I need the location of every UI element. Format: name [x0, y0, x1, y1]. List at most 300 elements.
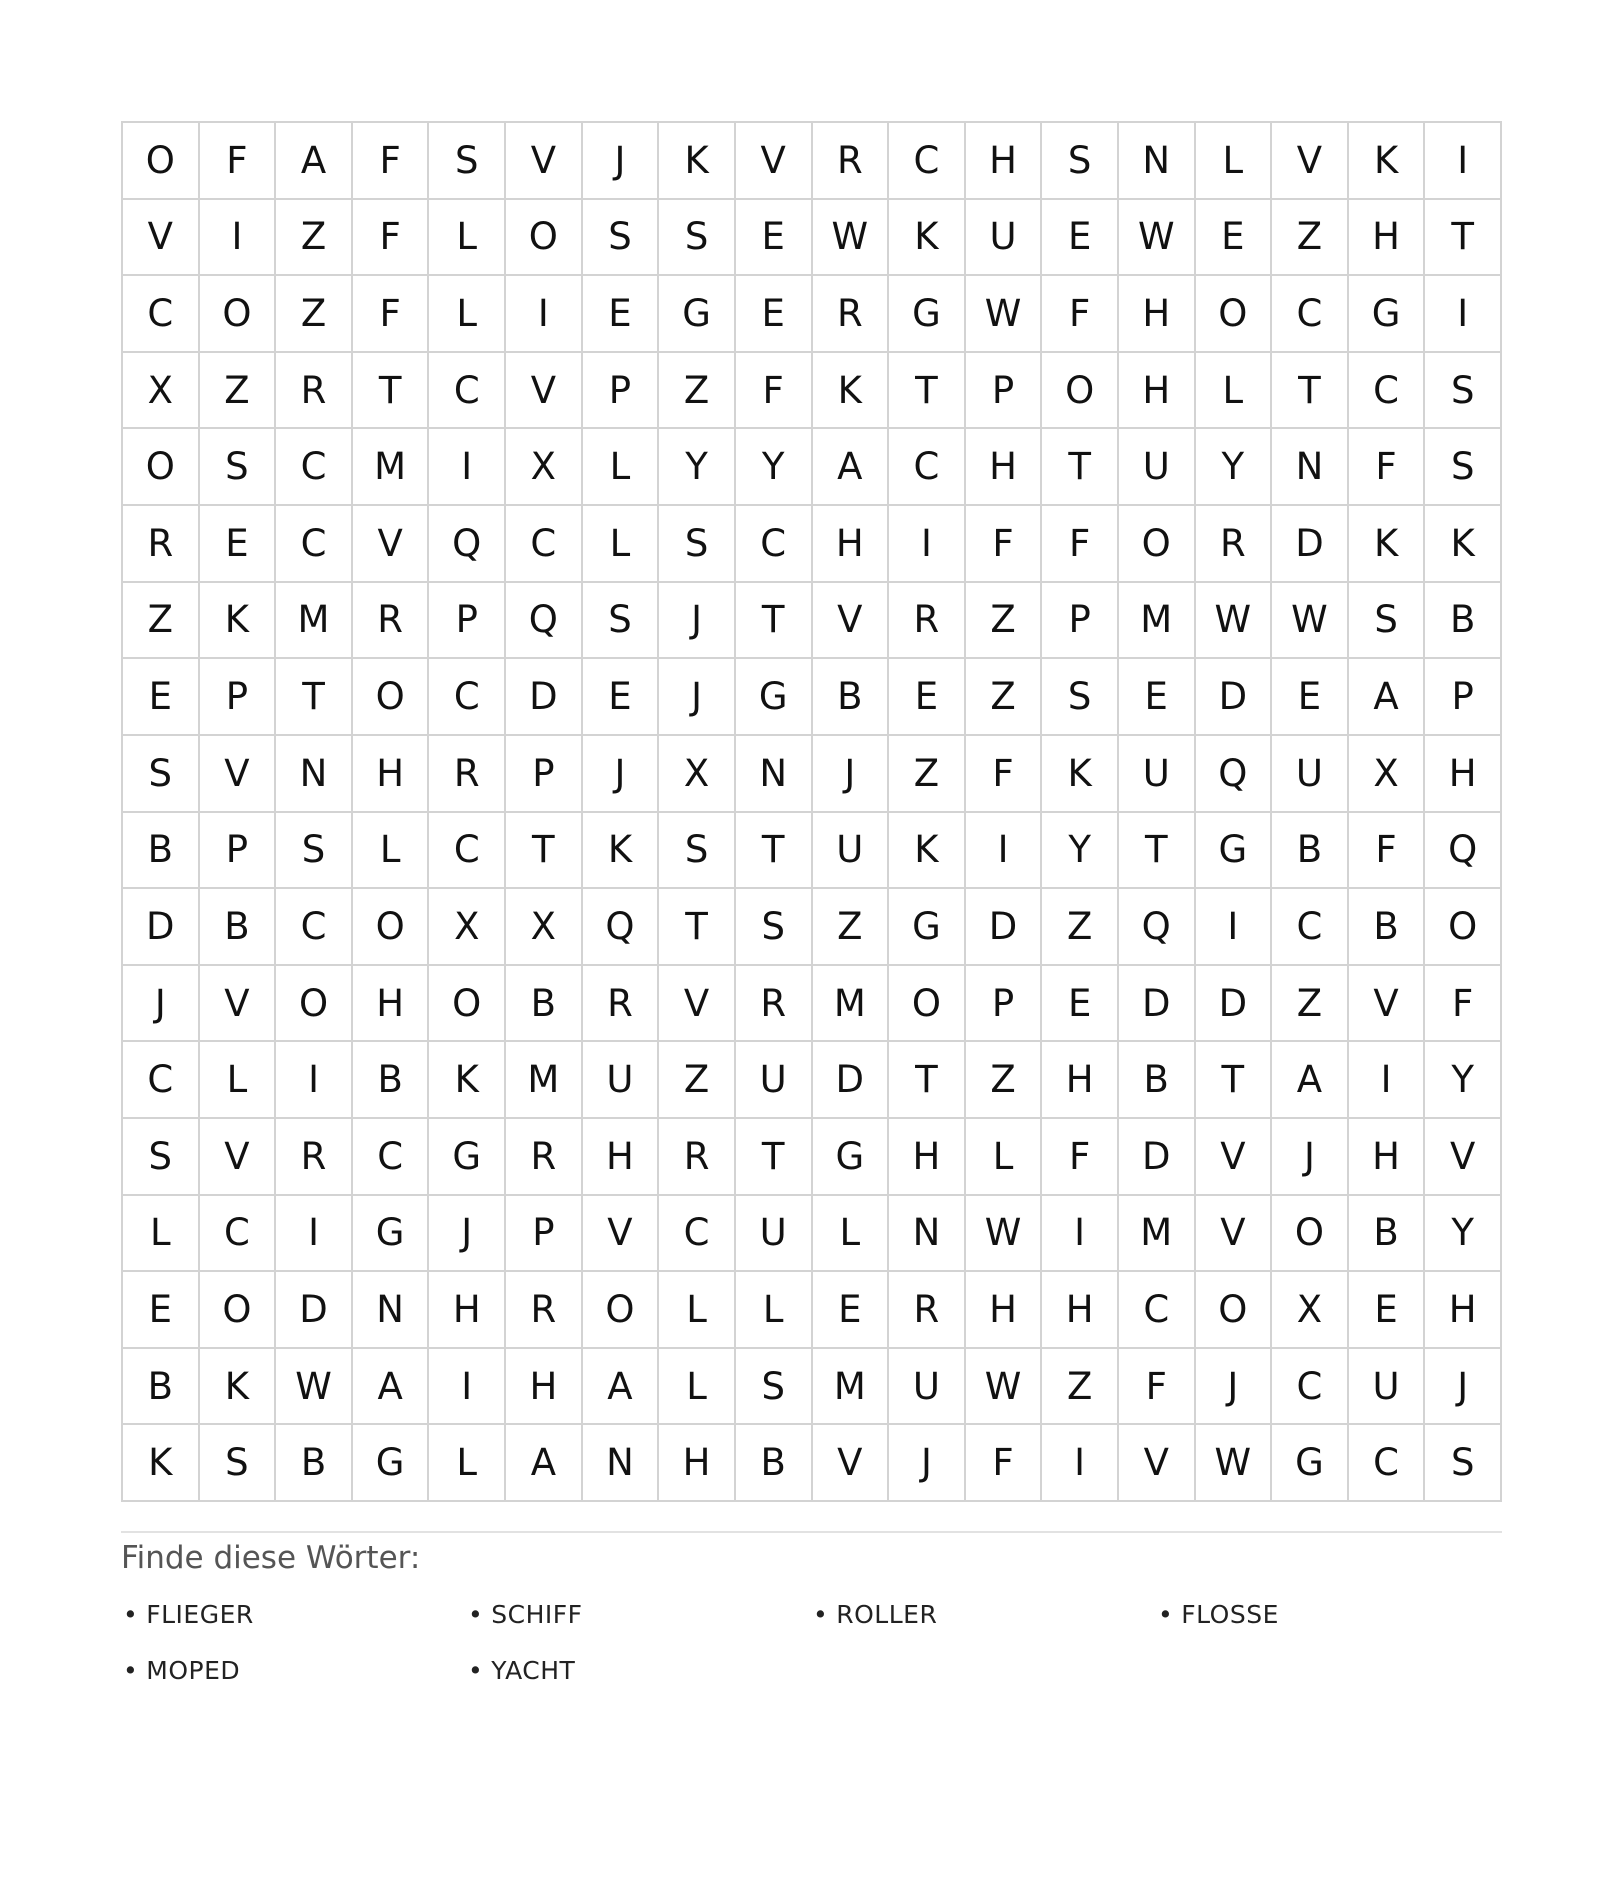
grid-cell[interactable]: H	[659, 1425, 736, 1502]
grid-cell[interactable]: W	[276, 1349, 353, 1426]
grid-cell[interactable]: R	[889, 1272, 966, 1349]
grid-cell[interactable]: T	[736, 1119, 813, 1196]
grid-cell[interactable]: Y	[1425, 1042, 1502, 1119]
grid-cell[interactable]: Z	[659, 1042, 736, 1119]
grid-cell[interactable]: L	[813, 1196, 890, 1273]
grid-cell[interactable]: J	[659, 583, 736, 660]
grid-cell[interactable]: J	[583, 736, 660, 813]
grid-cell[interactable]: C	[659, 1196, 736, 1273]
grid-cell[interactable]: S	[583, 200, 660, 277]
grid-cell[interactable]: F	[1425, 966, 1502, 1043]
grid-cell[interactable]: M	[1119, 1196, 1196, 1273]
grid-cell[interactable]: B	[1349, 1196, 1426, 1273]
grid-cell[interactable]: Z	[123, 583, 200, 660]
grid-cell[interactable]: U	[1349, 1349, 1426, 1426]
grid-cell[interactable]: V	[353, 506, 430, 583]
grid-cell[interactable]: H	[889, 1119, 966, 1196]
grid-cell[interactable]: N	[736, 736, 813, 813]
grid-cell[interactable]: C	[123, 1042, 200, 1119]
grid-cell[interactable]: V	[1425, 1119, 1502, 1196]
grid-cell[interactable]: W	[966, 1349, 1043, 1426]
grid-cell[interactable]: W	[966, 276, 1043, 353]
grid-cell[interactable]: C	[889, 429, 966, 506]
grid-cell[interactable]: R	[353, 583, 430, 660]
grid-cell[interactable]: O	[1119, 506, 1196, 583]
grid-cell[interactable]: E	[813, 1272, 890, 1349]
grid-cell[interactable]: K	[889, 200, 966, 277]
grid-cell[interactable]: Y	[1196, 429, 1273, 506]
grid-cell[interactable]: C	[1272, 276, 1349, 353]
grid-cell[interactable]: F	[353, 200, 430, 277]
grid-cell[interactable]: O	[276, 966, 353, 1043]
grid-cell[interactable]: R	[276, 353, 353, 430]
grid-cell[interactable]: O	[200, 276, 277, 353]
grid-cell[interactable]: L	[736, 1272, 813, 1349]
grid-cell[interactable]: E	[200, 506, 277, 583]
grid-cell[interactable]: B	[276, 1425, 353, 1502]
grid-cell[interactable]: R	[889, 583, 966, 660]
grid-cell[interactable]: T	[1272, 353, 1349, 430]
grid-cell[interactable]: L	[659, 1349, 736, 1426]
grid-cell[interactable]: Q	[506, 583, 583, 660]
grid-cell[interactable]: X	[506, 429, 583, 506]
grid-cell[interactable]: C	[1349, 353, 1426, 430]
grid-cell[interactable]: K	[813, 353, 890, 430]
grid-cell[interactable]: T	[506, 813, 583, 890]
grid-cell[interactable]: F	[353, 276, 430, 353]
grid-cell[interactable]: G	[1272, 1425, 1349, 1502]
grid-cell[interactable]: V	[1196, 1119, 1273, 1196]
grid-cell[interactable]: K	[1349, 123, 1426, 200]
grid-cell[interactable]: W	[1119, 200, 1196, 277]
grid-cell[interactable]: X	[1272, 1272, 1349, 1349]
grid-cell[interactable]: S	[200, 1425, 277, 1502]
grid-cell[interactable]: U	[966, 200, 1043, 277]
grid-cell[interactable]: J	[429, 1196, 506, 1273]
grid-cell[interactable]: J	[1272, 1119, 1349, 1196]
grid-cell[interactable]: G	[889, 889, 966, 966]
grid-cell[interactable]: V	[813, 583, 890, 660]
grid-cell[interactable]: M	[813, 966, 890, 1043]
grid-cell[interactable]: U	[736, 1042, 813, 1119]
grid-cell[interactable]: I	[1349, 1042, 1426, 1119]
grid-cell[interactable]: K	[1349, 506, 1426, 583]
grid-cell[interactable]: C	[1272, 889, 1349, 966]
grid-cell[interactable]: Z	[966, 659, 1043, 736]
grid-cell[interactable]: T	[276, 659, 353, 736]
grid-cell[interactable]: Z	[966, 583, 1043, 660]
grid-cell[interactable]: T	[736, 813, 813, 890]
grid-cell[interactable]: I	[429, 429, 506, 506]
grid-cell[interactable]: U	[583, 1042, 660, 1119]
grid-cell[interactable]: F	[1042, 1119, 1119, 1196]
grid-cell[interactable]: Z	[276, 276, 353, 353]
grid-cell[interactable]: D	[1196, 966, 1273, 1043]
grid-cell[interactable]: S	[1425, 353, 1502, 430]
grid-cell[interactable]: K	[659, 123, 736, 200]
grid-cell[interactable]: I	[506, 276, 583, 353]
grid-cell[interactable]: P	[429, 583, 506, 660]
grid-cell[interactable]: L	[1196, 353, 1273, 430]
grid-cell[interactable]: I	[276, 1196, 353, 1273]
grid-cell[interactable]: V	[1272, 123, 1349, 200]
grid-cell[interactable]: D	[1196, 659, 1273, 736]
grid-cell[interactable]: E	[1042, 966, 1119, 1043]
grid-cell[interactable]: S	[1425, 429, 1502, 506]
grid-cell[interactable]: Z	[966, 1042, 1043, 1119]
grid-cell[interactable]: C	[276, 429, 353, 506]
grid-cell[interactable]: J	[1425, 1349, 1502, 1426]
grid-cell[interactable]: Y	[1042, 813, 1119, 890]
grid-cell[interactable]: O	[1196, 276, 1273, 353]
grid-cell[interactable]: H	[583, 1119, 660, 1196]
grid-cell[interactable]: V	[200, 966, 277, 1043]
grid-cell[interactable]: M	[276, 583, 353, 660]
grid-cell[interactable]: P	[1042, 583, 1119, 660]
grid-cell[interactable]: C	[429, 353, 506, 430]
grid-cell[interactable]: O	[200, 1272, 277, 1349]
grid-cell[interactable]: U	[889, 1349, 966, 1426]
grid-cell[interactable]: I	[429, 1349, 506, 1426]
grid-cell[interactable]: E	[736, 276, 813, 353]
grid-cell[interactable]: L	[429, 200, 506, 277]
grid-cell[interactable]: O	[353, 889, 430, 966]
grid-cell[interactable]: K	[1425, 506, 1502, 583]
grid-cell[interactable]: P	[1425, 659, 1502, 736]
grid-cell[interactable]: W	[966, 1196, 1043, 1273]
grid-cell[interactable]: S	[659, 813, 736, 890]
grid-cell[interactable]: K	[429, 1042, 506, 1119]
grid-cell[interactable]: Z	[659, 353, 736, 430]
grid-cell[interactable]: Z	[889, 736, 966, 813]
grid-cell[interactable]: Q	[429, 506, 506, 583]
grid-cell[interactable]: H	[1042, 1272, 1119, 1349]
grid-cell[interactable]: A	[276, 123, 353, 200]
grid-cell[interactable]: T	[1119, 813, 1196, 890]
grid-cell[interactable]: R	[813, 276, 890, 353]
grid-cell[interactable]: I	[1042, 1196, 1119, 1273]
grid-cell[interactable]: R	[276, 1119, 353, 1196]
grid-cell[interactable]: E	[1349, 1272, 1426, 1349]
grid-cell[interactable]: E	[123, 659, 200, 736]
grid-cell[interactable]: C	[123, 276, 200, 353]
grid-cell[interactable]: T	[1042, 429, 1119, 506]
grid-cell[interactable]: E	[1042, 200, 1119, 277]
grid-cell[interactable]: N	[1119, 123, 1196, 200]
grid-cell[interactable]: L	[123, 1196, 200, 1273]
grid-cell[interactable]: E	[736, 200, 813, 277]
grid-cell[interactable]: B	[1425, 583, 1502, 660]
grid-cell[interactable]: J	[583, 123, 660, 200]
grid-cell[interactable]: C	[1119, 1272, 1196, 1349]
grid-cell[interactable]: G	[736, 659, 813, 736]
grid-cell[interactable]: I	[889, 506, 966, 583]
grid-cell[interactable]: E	[1272, 659, 1349, 736]
grid-cell[interactable]: V	[506, 353, 583, 430]
grid-cell[interactable]: C	[506, 506, 583, 583]
grid-cell[interactable]: V	[1196, 1196, 1273, 1273]
grid-cell[interactable]: J	[659, 659, 736, 736]
grid-cell[interactable]: S	[429, 123, 506, 200]
grid-cell[interactable]: Z	[1042, 889, 1119, 966]
grid-cell[interactable]: B	[123, 1349, 200, 1426]
grid-cell[interactable]: Z	[200, 353, 277, 430]
grid-cell[interactable]: F	[1042, 506, 1119, 583]
grid-cell[interactable]: L	[429, 276, 506, 353]
grid-cell[interactable]: E	[1196, 200, 1273, 277]
grid-cell[interactable]: S	[659, 506, 736, 583]
grid-cell[interactable]: X	[429, 889, 506, 966]
grid-cell[interactable]: H	[966, 429, 1043, 506]
grid-cell[interactable]: W	[1196, 583, 1273, 660]
grid-cell[interactable]: D	[813, 1042, 890, 1119]
grid-cell[interactable]: F	[1349, 813, 1426, 890]
grid-cell[interactable]: H	[1042, 1042, 1119, 1119]
grid-cell[interactable]: D	[276, 1272, 353, 1349]
grid-cell[interactable]: K	[123, 1425, 200, 1502]
grid-cell[interactable]: S	[123, 736, 200, 813]
grid-cell[interactable]: V	[506, 123, 583, 200]
grid-cell[interactable]: P	[966, 966, 1043, 1043]
grid-cell[interactable]: B	[123, 813, 200, 890]
grid-cell[interactable]: U	[1119, 429, 1196, 506]
grid-cell[interactable]: T	[736, 583, 813, 660]
grid-cell[interactable]: T	[889, 353, 966, 430]
grid-cell[interactable]: L	[429, 1425, 506, 1502]
grid-cell[interactable]: C	[1272, 1349, 1349, 1426]
grid-cell[interactable]: P	[200, 659, 277, 736]
grid-cell[interactable]: O	[123, 123, 200, 200]
grid-cell[interactable]: R	[813, 123, 890, 200]
grid-cell[interactable]: J	[1196, 1349, 1273, 1426]
grid-cell[interactable]: U	[813, 813, 890, 890]
grid-cell[interactable]: T	[353, 353, 430, 430]
grid-cell[interactable]: I	[1425, 276, 1502, 353]
grid-cell[interactable]: T	[659, 889, 736, 966]
grid-cell[interactable]: Z	[1272, 200, 1349, 277]
grid-cell[interactable]: H	[1349, 1119, 1426, 1196]
grid-cell[interactable]: B	[1119, 1042, 1196, 1119]
grid-cell[interactable]: O	[889, 966, 966, 1043]
grid-cell[interactable]: O	[1196, 1272, 1273, 1349]
grid-cell[interactable]: P	[506, 1196, 583, 1273]
grid-cell[interactable]: H	[1349, 200, 1426, 277]
grid-cell[interactable]: L	[583, 429, 660, 506]
grid-cell[interactable]: N	[583, 1425, 660, 1502]
grid-cell[interactable]: Q	[583, 889, 660, 966]
grid-cell[interactable]: M	[1119, 583, 1196, 660]
grid-cell[interactable]: H	[1425, 736, 1502, 813]
grid-cell[interactable]: R	[506, 1119, 583, 1196]
grid-cell[interactable]: M	[813, 1349, 890, 1426]
grid-cell[interactable]: O	[1425, 889, 1502, 966]
grid-cell[interactable]: E	[123, 1272, 200, 1349]
grid-cell[interactable]: Z	[1272, 966, 1349, 1043]
grid-cell[interactable]: D	[1119, 966, 1196, 1043]
grid-cell[interactable]: Y	[1425, 1196, 1502, 1273]
grid-cell[interactable]: G	[429, 1119, 506, 1196]
grid-cell[interactable]: X	[506, 889, 583, 966]
grid-cell[interactable]: G	[813, 1119, 890, 1196]
grid-cell[interactable]: I	[276, 1042, 353, 1119]
grid-cell[interactable]: T	[889, 1042, 966, 1119]
grid-cell[interactable]: A	[583, 1349, 660, 1426]
grid-cell[interactable]: E	[889, 659, 966, 736]
grid-cell[interactable]: F	[353, 123, 430, 200]
grid-cell[interactable]: C	[276, 506, 353, 583]
grid-cell[interactable]: O	[1042, 353, 1119, 430]
grid-cell[interactable]: H	[353, 736, 430, 813]
grid-cell[interactable]: T	[1425, 200, 1502, 277]
grid-cell[interactable]: M	[506, 1042, 583, 1119]
grid-cell[interactable]: H	[1119, 353, 1196, 430]
grid-cell[interactable]: Q	[1119, 889, 1196, 966]
grid-cell[interactable]: L	[353, 813, 430, 890]
grid-cell[interactable]: Q	[1196, 736, 1273, 813]
grid-cell[interactable]: G	[1196, 813, 1273, 890]
grid-cell[interactable]: V	[813, 1425, 890, 1502]
grid-cell[interactable]: G	[353, 1196, 430, 1273]
grid-cell[interactable]: C	[429, 659, 506, 736]
grid-cell[interactable]: S	[1349, 583, 1426, 660]
grid-cell[interactable]: V	[200, 1119, 277, 1196]
grid-cell[interactable]: V	[736, 123, 813, 200]
grid-cell[interactable]: F	[1119, 1349, 1196, 1426]
grid-cell[interactable]: S	[200, 429, 277, 506]
grid-cell[interactable]: N	[889, 1196, 966, 1273]
grid-cell[interactable]: E	[583, 659, 660, 736]
grid-cell[interactable]: O	[123, 429, 200, 506]
grid-cell[interactable]: W	[1196, 1425, 1273, 1502]
grid-cell[interactable]: F	[966, 506, 1043, 583]
grid-cell[interactable]: H	[429, 1272, 506, 1349]
grid-cell[interactable]: F	[200, 123, 277, 200]
grid-cell[interactable]: C	[736, 506, 813, 583]
grid-cell[interactable]: M	[353, 429, 430, 506]
grid-cell[interactable]: K	[583, 813, 660, 890]
grid-cell[interactable]: B	[506, 966, 583, 1043]
grid-cell[interactable]: L	[966, 1119, 1043, 1196]
grid-cell[interactable]: X	[123, 353, 200, 430]
grid-cell[interactable]: K	[1042, 736, 1119, 813]
grid-cell[interactable]: A	[813, 429, 890, 506]
grid-cell[interactable]: V	[659, 966, 736, 1043]
grid-cell[interactable]: Y	[659, 429, 736, 506]
grid-cell[interactable]: I	[1196, 889, 1273, 966]
grid-cell[interactable]: S	[659, 200, 736, 277]
grid-cell[interactable]: B	[736, 1425, 813, 1502]
grid-cell[interactable]: O	[506, 200, 583, 277]
grid-cell[interactable]: Y	[736, 429, 813, 506]
grid-cell[interactable]: N	[276, 736, 353, 813]
grid-cell[interactable]: V	[200, 736, 277, 813]
grid-cell[interactable]: L	[1196, 123, 1273, 200]
grid-cell[interactable]: L	[200, 1042, 277, 1119]
grid-cell[interactable]: I	[966, 813, 1043, 890]
grid-cell[interactable]: R	[659, 1119, 736, 1196]
grid-cell[interactable]: D	[966, 889, 1043, 966]
grid-cell[interactable]: R	[123, 506, 200, 583]
grid-cell[interactable]: I	[1042, 1425, 1119, 1502]
grid-cell[interactable]: L	[583, 506, 660, 583]
grid-cell[interactable]: P	[200, 813, 277, 890]
grid-cell[interactable]: J	[889, 1425, 966, 1502]
grid-cell[interactable]: R	[583, 966, 660, 1043]
grid-cell[interactable]: C	[353, 1119, 430, 1196]
grid-cell[interactable]: H	[966, 123, 1043, 200]
grid-cell[interactable]: C	[889, 123, 966, 200]
grid-cell[interactable]: D	[506, 659, 583, 736]
grid-cell[interactable]: D	[1272, 506, 1349, 583]
grid-cell[interactable]: K	[200, 583, 277, 660]
grid-cell[interactable]: I	[1425, 123, 1502, 200]
grid-cell[interactable]: I	[200, 200, 277, 277]
grid-cell[interactable]: S	[736, 889, 813, 966]
grid-cell[interactable]: O	[1272, 1196, 1349, 1273]
grid-cell[interactable]: F	[736, 353, 813, 430]
grid-cell[interactable]: C	[276, 889, 353, 966]
grid-cell[interactable]: H	[1425, 1272, 1502, 1349]
grid-cell[interactable]: S	[1042, 123, 1119, 200]
grid-cell[interactable]: R	[736, 966, 813, 1043]
grid-cell[interactable]: V	[1119, 1425, 1196, 1502]
grid-cell[interactable]: S	[1425, 1425, 1502, 1502]
grid-cell[interactable]: V	[583, 1196, 660, 1273]
grid-cell[interactable]: H	[506, 1349, 583, 1426]
grid-cell[interactable]: R	[506, 1272, 583, 1349]
grid-cell[interactable]: N	[353, 1272, 430, 1349]
grid-cell[interactable]: G	[889, 276, 966, 353]
grid-cell[interactable]: F	[966, 736, 1043, 813]
grid-cell[interactable]: B	[813, 659, 890, 736]
grid-cell[interactable]: U	[736, 1196, 813, 1273]
grid-cell[interactable]: D	[1119, 1119, 1196, 1196]
grid-cell[interactable]: U	[1119, 736, 1196, 813]
grid-cell[interactable]: X	[1349, 736, 1426, 813]
grid-cell[interactable]: X	[659, 736, 736, 813]
grid-cell[interactable]: E	[583, 276, 660, 353]
grid-cell[interactable]: H	[1119, 276, 1196, 353]
grid-cell[interactable]: F	[1349, 429, 1426, 506]
grid-cell[interactable]: D	[123, 889, 200, 966]
grid-cell[interactable]: H	[813, 506, 890, 583]
grid-cell[interactable]: P	[583, 353, 660, 430]
grid-cell[interactable]: G	[1349, 276, 1426, 353]
grid-cell[interactable]: R	[1196, 506, 1273, 583]
grid-cell[interactable]: S	[583, 583, 660, 660]
grid-cell[interactable]: S	[1042, 659, 1119, 736]
grid-cell[interactable]: E	[1119, 659, 1196, 736]
grid-cell[interactable]: K	[200, 1349, 277, 1426]
grid-cell[interactable]: H	[353, 966, 430, 1043]
grid-cell[interactable]: B	[353, 1042, 430, 1119]
grid-cell[interactable]: W	[813, 200, 890, 277]
grid-cell[interactable]: Z	[813, 889, 890, 966]
grid-cell[interactable]: V	[1349, 966, 1426, 1043]
grid-cell[interactable]: P	[966, 353, 1043, 430]
grid-cell[interactable]: B	[1272, 813, 1349, 890]
grid-cell[interactable]: Q	[1425, 813, 1502, 890]
grid-cell[interactable]: K	[889, 813, 966, 890]
grid-cell[interactable]: F	[1042, 276, 1119, 353]
grid-cell[interactable]: N	[1272, 429, 1349, 506]
grid-cell[interactable]: O	[583, 1272, 660, 1349]
grid-cell[interactable]: S	[736, 1349, 813, 1426]
grid-cell[interactable]: J	[813, 736, 890, 813]
grid-cell[interactable]: S	[276, 813, 353, 890]
grid-cell[interactable]: G	[659, 276, 736, 353]
grid-cell[interactable]: A	[353, 1349, 430, 1426]
